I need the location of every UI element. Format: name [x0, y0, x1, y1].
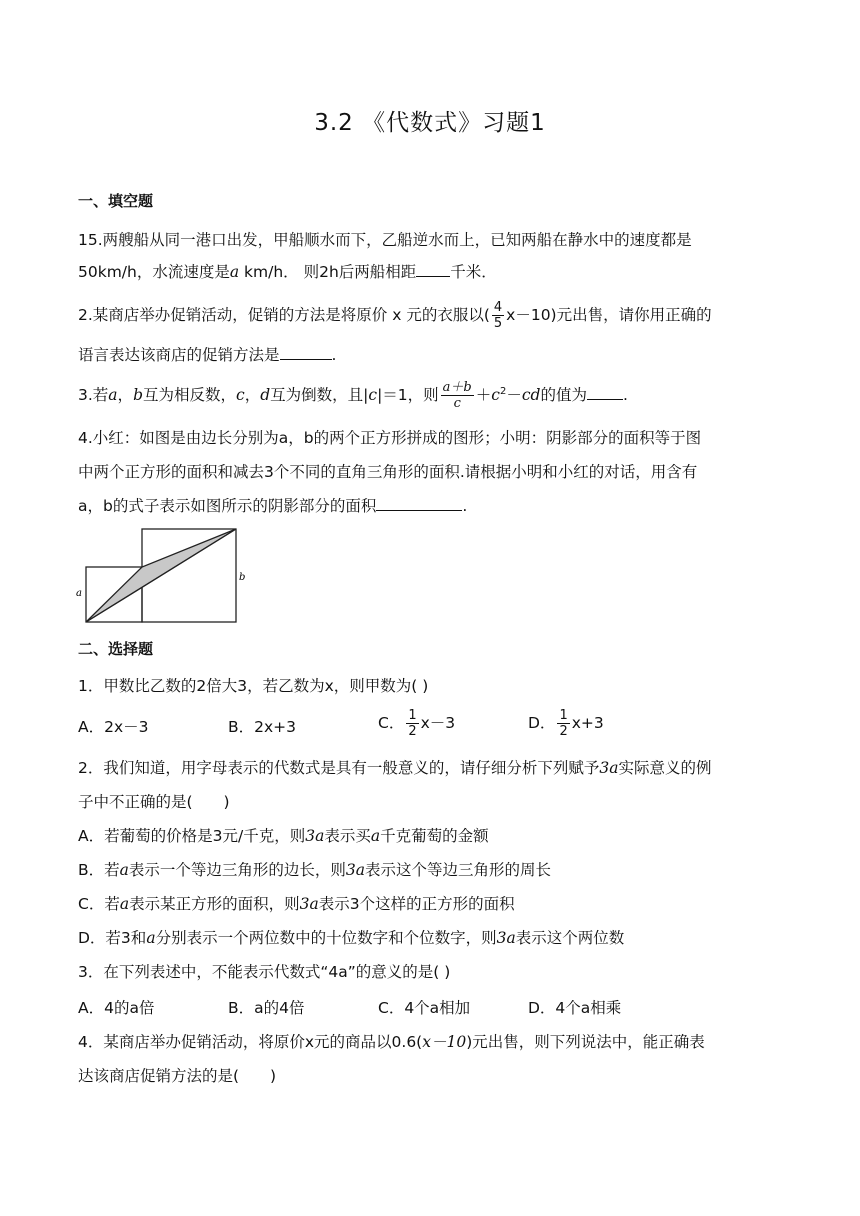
- c4-t1a: 4．某商店举办促销活动，将原价x元的商品以0.6(: [78, 1033, 423, 1051]
- c2-3a: 3a: [599, 759, 619, 777]
- c2-a-3a: 3a: [305, 827, 325, 845]
- q3f-v-d: d: [260, 386, 271, 404]
- q15-answer-blank[interactable]: [416, 262, 450, 277]
- q3f-t-e: 互为倒数，且|: [270, 386, 369, 404]
- c2-d-t1: D．若3和: [78, 929, 147, 947]
- two-squares-figure: [72, 524, 248, 626]
- q4f-line2: 中两个正方形的面积和减去3个不同的直角三角形的面积.请根据小明和小红的对话，用含有: [78, 463, 698, 481]
- c4-expr: x－10: [422, 1033, 467, 1051]
- c2-b-t1: B．若: [78, 861, 120, 879]
- page-title: 3.2 《代数式》习题1: [314, 110, 546, 136]
- c1-c-frac: [406, 708, 418, 739]
- q15-text-a: 50km/h，水流速度是: [78, 263, 230, 281]
- q15-var-a: a: [229, 263, 240, 281]
- c3-option-a[interactable]: A．4的a倍: [78, 999, 155, 1017]
- c1-option-a[interactable]: A．2x－3: [78, 718, 149, 736]
- q3f-t-c: 互为相反数，: [143, 386, 237, 404]
- c1-c-den: 2: [408, 724, 417, 739]
- q4f-text-b: .: [462, 497, 468, 515]
- q3f-v-c: c: [236, 386, 245, 404]
- q3f-line: [78, 380, 628, 411]
- c1-stem: 1．甲数比乙数的2倍大3，若乙数为x，则甲数为( ): [78, 677, 429, 695]
- section-heading-fill-in: 一、填空题: [78, 192, 154, 210]
- q15-text-b: km/h． 则2h后两船相距: [239, 263, 417, 281]
- c2-b-t3: 表示这个等边三角形的周长: [365, 861, 552, 879]
- c2-c-t1: C．若: [78, 895, 120, 913]
- q2f-text-c: 语言表达该商店的促销方法是: [78, 346, 280, 364]
- q2f-answer-blank[interactable]: [280, 345, 332, 360]
- q3f-v-c3: c: [491, 386, 500, 404]
- q2f-line2: [78, 345, 336, 365]
- q2f-frac-num: 4: [493, 300, 503, 315]
- q3f-v-cd: cd: [521, 386, 541, 404]
- c2-c-t3: 表示3个这样的正方形的面积: [318, 895, 515, 913]
- c1-d-den: 2: [559, 724, 568, 739]
- q3f-t-d: ，: [244, 386, 261, 404]
- c1-c-num: 1: [408, 708, 417, 723]
- c1-d-pre: D．: [528, 714, 556, 732]
- q2f-line1: [78, 300, 712, 331]
- q3f-t-g: ＋: [475, 386, 492, 404]
- c1-c-pre: C．: [378, 714, 405, 732]
- c2-d-t3: 表示这个两位数: [515, 929, 625, 947]
- label-b: b: [239, 572, 246, 583]
- diagonal-line: [86, 529, 236, 622]
- c2-option-c[interactable]: [78, 894, 515, 914]
- q3f-t-b: ，: [117, 386, 134, 404]
- q3f-t-f: |＝1，则: [377, 386, 439, 404]
- c1-option-c[interactable]: [378, 708, 455, 739]
- q2f-text-b: x－10)元出售，请你用正确的: [506, 306, 712, 324]
- c4-line1: [78, 1032, 705, 1052]
- q3f-t-j: .: [622, 386, 628, 404]
- c1-option-d[interactable]: [528, 708, 604, 739]
- q3f-t-i: 的值为: [540, 386, 587, 404]
- c1-d-num: 1: [559, 708, 568, 723]
- q3f-v-b: b: [133, 386, 143, 404]
- c3-option-d[interactable]: D．4个a相乘: [528, 999, 622, 1017]
- q4f-text-a: a，b的式子表示如图所示的阴影部分的面积: [78, 497, 377, 515]
- c2-t1a: 2．我们知道，用字母表示的代数式是具有一般意义的，请仔细分析下列赋予: [78, 759, 600, 777]
- q2f-fraction: [492, 300, 504, 331]
- q3f-frac-den: c: [453, 396, 461, 411]
- q15-line1: 15.两艘船从同一港口出发，甲船顺水而下，乙船逆水而上，已知两船在静水中的速度都是: [78, 231, 692, 249]
- c2-t1b: 实际意义的例: [618, 759, 712, 777]
- q4f-line3: [78, 496, 467, 516]
- q2f-frac-den: 5: [493, 316, 503, 331]
- c2-d-t2: 分别表示一个两位数中的十位数字和个位数字，则: [155, 929, 497, 947]
- c2-option-b[interactable]: [78, 860, 551, 880]
- c2-b-3a: 3a: [345, 861, 366, 879]
- q3f-frac-num: a＋b: [442, 380, 472, 395]
- q2f-text-a: 2.某商店举办促销活动，促销的方法是将原价 x 元的衣服以(: [78, 306, 490, 324]
- c2-line1: [78, 758, 712, 778]
- c2-a-t2: 表示买: [324, 827, 371, 845]
- c2-b-v: a: [119, 861, 129, 879]
- q4f-answer-blank[interactable]: [376, 496, 462, 511]
- c2-b-t2: 表示一个等边三角形的边长，则: [128, 861, 346, 879]
- c1-option-b[interactable]: B．2x+3: [228, 718, 297, 736]
- c2-a-v: a: [370, 827, 381, 845]
- c2-d-v: a: [146, 929, 156, 947]
- q15-line2: [78, 262, 497, 282]
- q3f-v-a: a: [108, 386, 118, 404]
- c2-line2: 子中不正确的是( ): [78, 793, 230, 811]
- c2-d-3a: 3a: [496, 929, 516, 947]
- q3f-answer-blank[interactable]: [587, 385, 623, 400]
- c4-line2: 达该商店促销方法的是( ): [78, 1067, 277, 1085]
- q3f-fraction: [441, 380, 474, 411]
- q3f-t-a: 3.若: [78, 386, 109, 404]
- label-a: a: [76, 588, 82, 599]
- q3f-t-h: －: [506, 386, 522, 404]
- c2-a-t3: 千克葡萄的金额: [380, 827, 489, 845]
- c2-c-3a: 3a: [299, 895, 319, 913]
- c3-option-c[interactable]: C．4个a相加: [378, 999, 471, 1017]
- q3f-sup: 2: [499, 385, 507, 397]
- c2-c-t2: 表示某正方形的面积，则: [129, 895, 300, 913]
- c1-d-post: x+3: [571, 714, 604, 732]
- c3-option-b[interactable]: B．a的4倍: [228, 999, 305, 1017]
- q3f-v-c2: c: [368, 386, 378, 404]
- q2f-text-d: .: [331, 346, 337, 364]
- c2-option-a[interactable]: [78, 826, 489, 846]
- q15-text-c: 千米．: [450, 263, 497, 281]
- c1-d-frac: [557, 708, 569, 739]
- c2-c-v: a: [119, 895, 130, 913]
- c1-c-post: x－3: [420, 714, 456, 732]
- c3-stem: 3．在下列表述中，不能表示代数式“4a”的意义的是( ): [78, 963, 451, 981]
- section-heading-choice: 二、选择题: [78, 640, 154, 658]
- c2-option-d[interactable]: [78, 928, 624, 948]
- q4f-line1: 4.小红：如图是由边长分别为a，b的两个正方形拼成的图形；小明：阴影部分的面积等于图: [78, 429, 702, 447]
- c2-a-t1: A．若葡萄的价格是3元/千克，则: [78, 827, 306, 845]
- c4-t1b: )元出售，则下列说法中，能正确表: [466, 1033, 705, 1051]
